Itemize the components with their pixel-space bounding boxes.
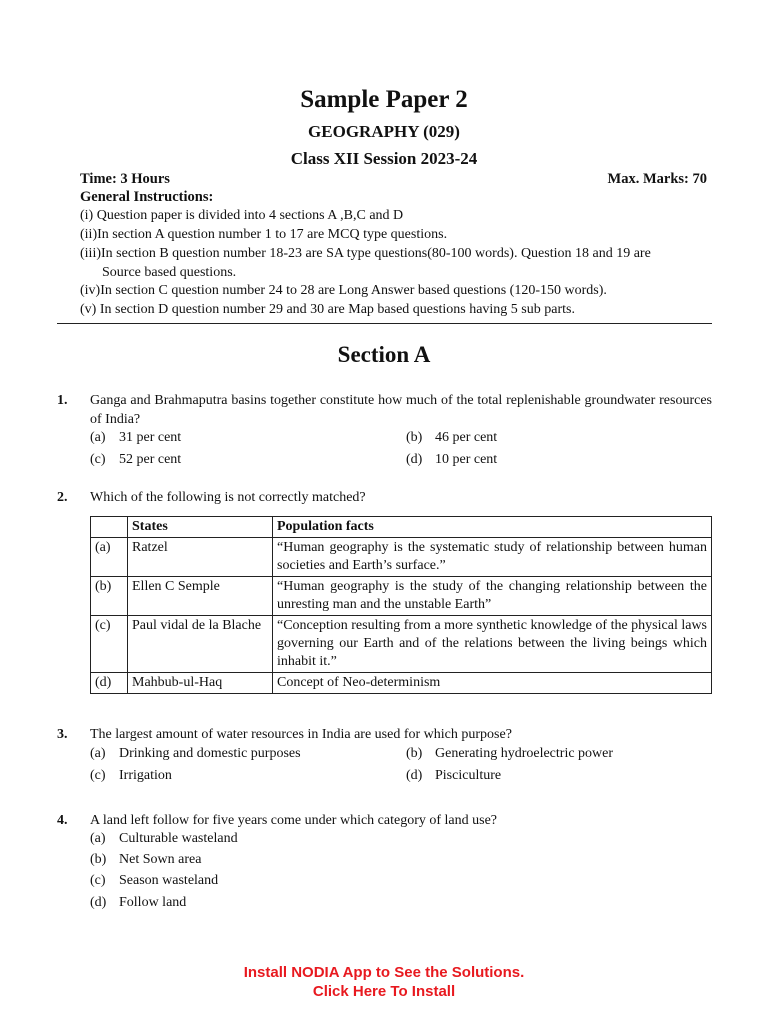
table-row [91, 616, 712, 673]
question-number: 2. [57, 490, 68, 505]
instruction-item: (iv)In section C question number 24 to 28 are Long Answer based questions (120-150 words). [80, 283, 607, 298]
option: (c) Season wasteland [90, 873, 219, 888]
table-row [91, 577, 712, 616]
instruction-item: (iii)In section B question number 18-23 are SA type questions(80-100 words). Question 18 and 19 are Source based questions. [80, 246, 651, 280]
table-cell: (d) [91, 673, 128, 694]
question-number: 4. [57, 813, 68, 828]
table-cell: Ratzel [128, 538, 273, 577]
table-header: Population facts [273, 517, 712, 538]
question-number: 3. [57, 727, 68, 742]
option: (d) Follow land [90, 895, 187, 910]
table-row [91, 673, 712, 694]
table-header-row [91, 517, 712, 538]
click-to-install-link[interactable]: Click Here To Install [312, 983, 456, 1000]
option: (d) Pisciculture [406, 768, 502, 783]
table-header: States [128, 517, 273, 538]
population-facts-table [90, 516, 712, 694]
table-cell: “Human geography is the systematic study of relationship between human societies and Earth’s surface.” [273, 538, 712, 577]
option: (c) Irrigation [90, 768, 172, 783]
max-marks-label: Max. Marks: 70 [607, 171, 707, 187]
instruction-item: (ii)In section A question number 1 to 17 are MCQ type questions. [80, 227, 448, 242]
install-app-link[interactable]: Install NODIA App to See the Solutions. [243, 964, 525, 981]
meta-row [80, 171, 707, 188]
table-header [91, 517, 128, 538]
instruction-item: (i) Question paper is divided into 4 sections A ,B,C and D [80, 208, 404, 223]
table-cell: Ellen C Semple [128, 577, 273, 616]
table-cell: Concept of Neo-determinism [273, 673, 712, 694]
question-text: Which of the following is not correctly matched? [90, 490, 366, 505]
question-text: Ganga and Brahmaputra basins together constitute how much of the total replenishable groundwater resources of India? [90, 393, 712, 427]
divider [57, 323, 712, 324]
table-cell: Mahbub-ul-Haq [128, 673, 273, 694]
option: (c) 52 per cent [90, 452, 182, 467]
section-title: Section A [337, 342, 431, 367]
option: (a) Culturable wasteland [90, 831, 238, 846]
instructions-heading: General Instructions: [80, 189, 214, 205]
table-row [91, 538, 712, 577]
question-text: A land left follow for five years come under which category of land use? [90, 813, 498, 828]
option: (a) Drinking and domestic purposes [90, 746, 301, 761]
question-text: The largest amount of water resources in India are used for which purpose? [90, 727, 512, 742]
option: (d) 10 per cent [406, 452, 498, 467]
session-heading: Class XII Session 2023-24 [290, 149, 478, 168]
time-label: Time: 3 Hours [80, 171, 170, 187]
option: (b) Generating hydroelectric power [406, 746, 614, 761]
table-cell: “Human geography is the study of the changing relationship between the unresting man and the unstable Earth” [273, 577, 712, 616]
subject-heading: GEOGRAPHY (029) [308, 122, 460, 141]
option: (b) Net Sown area [90, 852, 202, 867]
instruction-item: (v) In section D question number 29 and 30 are Map based questions having 5 sub parts. [80, 302, 575, 317]
table-cell: (c) [91, 616, 128, 673]
option: (b) 46 per cent [406, 430, 498, 445]
table-cell: Paul vidal de la Blache [128, 616, 273, 673]
paper-title: Sample Paper 2 [300, 86, 468, 113]
option: (a) 31 per cent [90, 430, 182, 445]
table-cell: (b) [91, 577, 128, 616]
table-cell: (a) [91, 538, 128, 577]
question-number: 1. [57, 393, 68, 408]
table-cell: “Conception resulting from a more synthetic knowledge of the physical laws governing our Earth and of the relations between the living beings which inhabit it.” [273, 616, 712, 673]
